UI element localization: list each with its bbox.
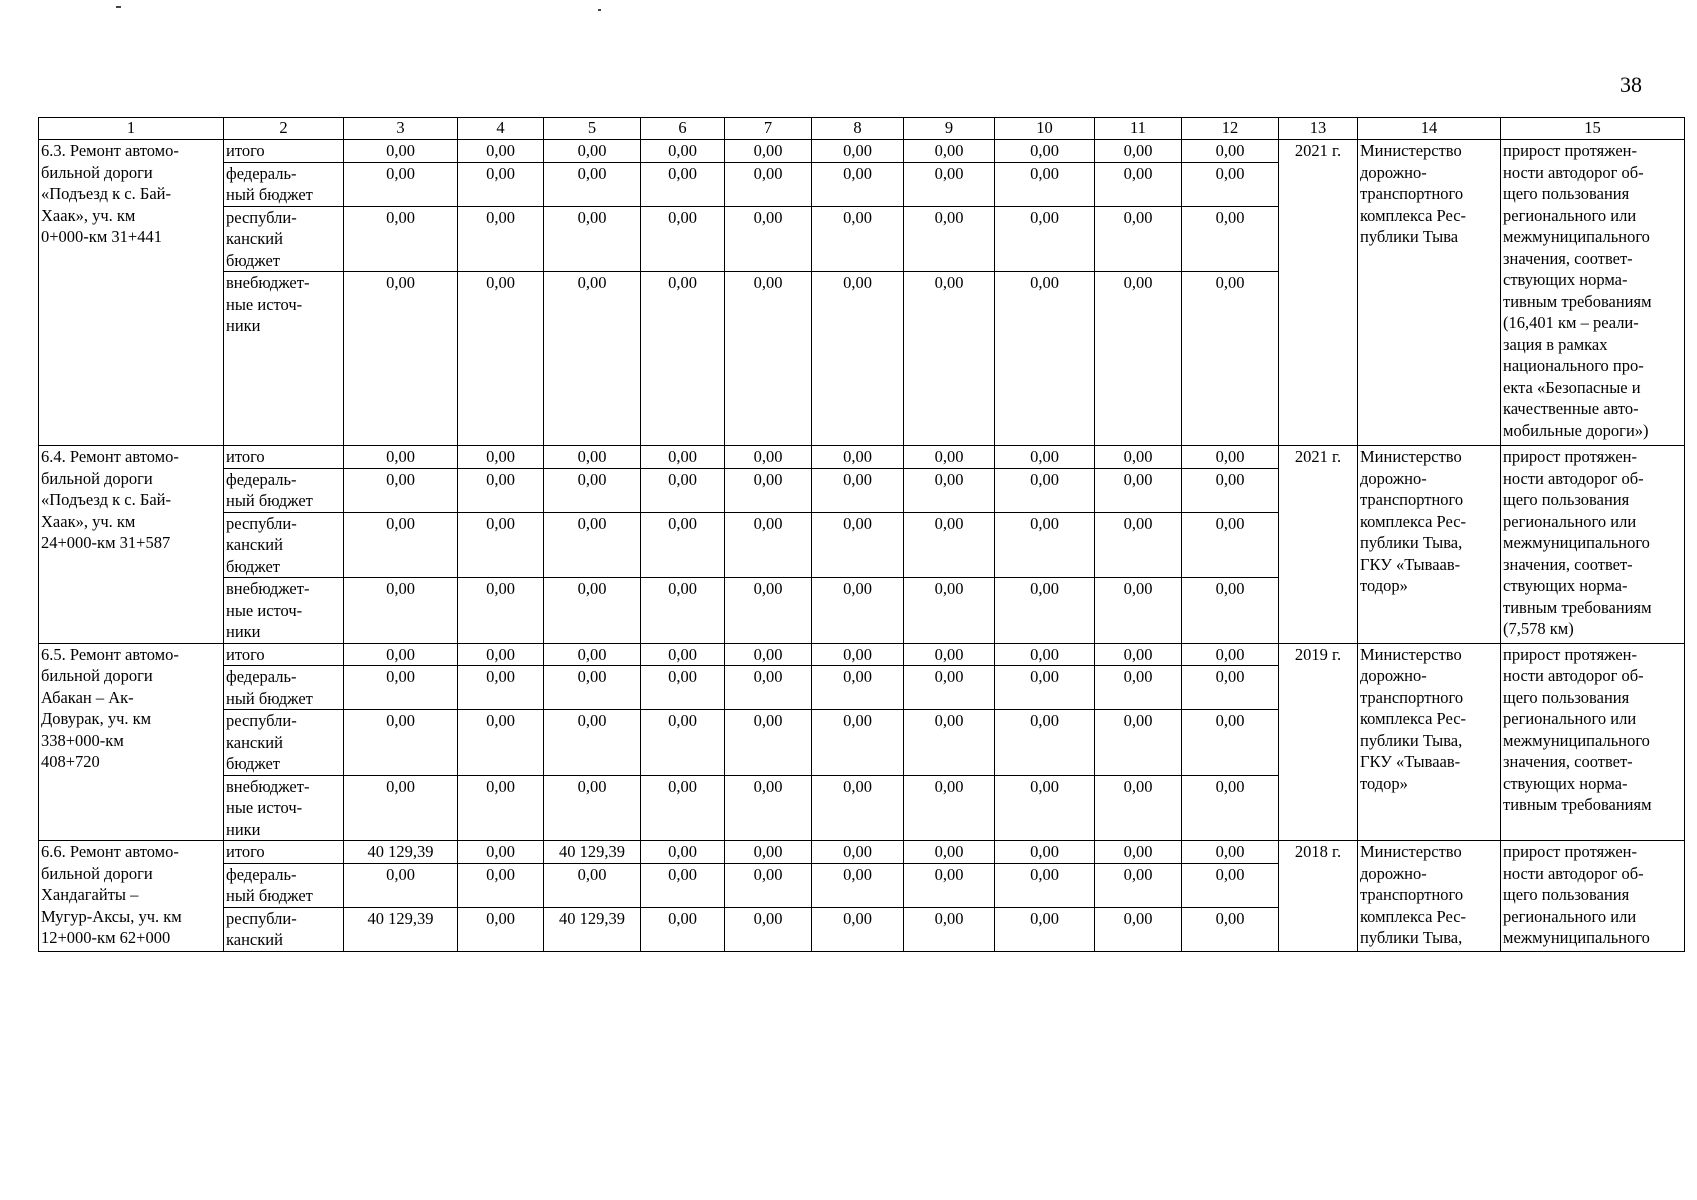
measure-title: 6.3. Ремонт автомо- бильной дороги «Подъезд к с. Бай- Хаак», уч. км 0+000-км 31+441 xyxy=(39,140,224,446)
amount-cell: 0,00 xyxy=(458,512,544,578)
amount-cell: 0,00 xyxy=(1095,512,1182,578)
funding-source: внебюджет- ные источ- ники xyxy=(224,775,344,841)
amount-cell: 0,00 xyxy=(344,643,458,666)
amount-cell: 0,00 xyxy=(1095,140,1182,163)
amount-cell: 0,00 xyxy=(904,206,995,272)
measure-title: 6.4. Ремонт автомо- бильной дороги «Подъезд к с. Бай- Хаак», уч. км 24+000-км 31+587 xyxy=(39,446,224,644)
amount-cell: 0,00 xyxy=(458,162,544,206)
amount-cell: 0,00 xyxy=(641,578,725,644)
executor-cell: Министерство дорожно- транспортного комплекса Рес- публики Тыва, ГКУ «Тываав- тодор» xyxy=(1358,643,1501,841)
amount-cell: 0,00 xyxy=(725,863,812,907)
funding-source: республи- канский xyxy=(224,907,344,951)
amount-cell: 0,00 xyxy=(995,272,1095,446)
column-number: 1 xyxy=(39,118,224,140)
scan-mark xyxy=(598,9,601,11)
amount-cell: 0,00 xyxy=(1182,446,1279,469)
amount-cell: 0,00 xyxy=(641,710,725,776)
funding-source: итого xyxy=(224,643,344,666)
column-number: 3 xyxy=(344,118,458,140)
amount-cell: 0,00 xyxy=(812,710,904,776)
amount-cell: 0,00 xyxy=(725,512,812,578)
amount-cell: 0,00 xyxy=(812,863,904,907)
amount-cell: 0,00 xyxy=(812,140,904,163)
amount-cell: 0,00 xyxy=(641,666,725,710)
amount-cell: 0,00 xyxy=(458,272,544,446)
amount-cell: 0,00 xyxy=(904,162,995,206)
year-cell: 2019 г. xyxy=(1279,643,1358,841)
amount-cell: 0,00 xyxy=(544,446,641,469)
amount-cell: 0,00 xyxy=(725,666,812,710)
amount-cell: 0,00 xyxy=(995,710,1095,776)
amount-cell: 0,00 xyxy=(725,643,812,666)
amount-cell: 0,00 xyxy=(904,512,995,578)
amount-cell: 0,00 xyxy=(995,907,1095,951)
amount-cell: 0,00 xyxy=(641,272,725,446)
amount-cell: 0,00 xyxy=(812,775,904,841)
amount-cell: 0,00 xyxy=(544,710,641,776)
amount-cell: 40 129,39 xyxy=(544,841,641,864)
amount-cell: 0,00 xyxy=(344,446,458,469)
funding-source: внебюджет- ные источ- ники xyxy=(224,272,344,446)
funding-source: республи- канский бюджет xyxy=(224,710,344,776)
funding-source: федераль- ный бюджет xyxy=(224,162,344,206)
amount-cell: 0,00 xyxy=(544,643,641,666)
funding-source: итого xyxy=(224,140,344,163)
amount-cell: 0,00 xyxy=(544,468,641,512)
budget-table xyxy=(38,117,1685,952)
amount-cell: 0,00 xyxy=(904,140,995,163)
amount-cell: 0,00 xyxy=(458,206,544,272)
amount-cell: 0,00 xyxy=(344,162,458,206)
funding-source: итого xyxy=(224,841,344,864)
column-number: 11 xyxy=(1095,118,1182,140)
amount-cell: 0,00 xyxy=(812,162,904,206)
amount-cell: 0,00 xyxy=(904,907,995,951)
amount-cell: 0,00 xyxy=(1182,162,1279,206)
amount-cell: 0,00 xyxy=(1182,841,1279,864)
amount-cell: 0,00 xyxy=(995,643,1095,666)
amount-cell: 0,00 xyxy=(344,512,458,578)
amount-cell: 0,00 xyxy=(1095,446,1182,469)
amount-cell: 0,00 xyxy=(544,578,641,644)
amount-cell: 0,00 xyxy=(904,578,995,644)
amount-cell: 0,00 xyxy=(641,907,725,951)
result-cell: прирост протяжен- ности автодорог об- щего пользования регионального или межмуниципального xyxy=(1501,841,1685,952)
column-number-row xyxy=(39,118,1685,140)
amount-cell: 0,00 xyxy=(904,446,995,469)
amount-cell: 0,00 xyxy=(458,666,544,710)
amount-cell: 0,00 xyxy=(725,162,812,206)
amount-cell: 0,00 xyxy=(1182,863,1279,907)
executor-cell: Министерство дорожно- транспортного комплекса Рес- публики Тыва, ГКУ «Тываав- тодор» xyxy=(1358,446,1501,644)
amount-cell: 0,00 xyxy=(812,907,904,951)
amount-cell: 0,00 xyxy=(995,775,1095,841)
amount-cell: 0,00 xyxy=(1182,272,1279,446)
amount-cell: 0,00 xyxy=(725,272,812,446)
amount-cell: 0,00 xyxy=(344,578,458,644)
amount-cell: 0,00 xyxy=(725,140,812,163)
amount-cell: 0,00 xyxy=(995,578,1095,644)
measure-title: 6.5. Ремонт автомо- бильной дороги Абакан – Ак- Довурак, уч. км 338+000-км 408+720 xyxy=(39,643,224,841)
year-cell: 2021 г. xyxy=(1279,140,1358,446)
amount-cell: 0,00 xyxy=(725,578,812,644)
table-row xyxy=(39,446,1685,469)
amount-cell: 0,00 xyxy=(1182,775,1279,841)
amount-cell: 40 129,39 xyxy=(344,841,458,864)
amount-cell: 0,00 xyxy=(1182,140,1279,163)
amount-cell: 0,00 xyxy=(458,643,544,666)
amount-cell: 0,00 xyxy=(544,666,641,710)
amount-cell: 0,00 xyxy=(1095,775,1182,841)
amount-cell: 0,00 xyxy=(812,206,904,272)
amount-cell: 0,00 xyxy=(544,140,641,163)
measure-title: 6.6. Ремонт автомо- бильной дороги Хандагайты – Мугур-Аксы, уч. км 12+000-км 62+000 xyxy=(39,841,224,952)
amount-cell: 0,00 xyxy=(458,775,544,841)
funding-source: федераль- ный бюджет xyxy=(224,468,344,512)
amount-cell: 0,00 xyxy=(812,578,904,644)
amount-cell: 0,00 xyxy=(725,841,812,864)
amount-cell: 0,00 xyxy=(904,775,995,841)
result-cell: прирост протяжен- ности автодорог об- щего пользования регионального или межмуниципального значения, соответ- ствующих норма- тивным требованиям (7,578 км) xyxy=(1501,446,1685,644)
amount-cell: 0,00 xyxy=(904,710,995,776)
amount-cell: 0,00 xyxy=(1182,206,1279,272)
funding-source: республи- канский бюджет xyxy=(224,206,344,272)
amount-cell: 0,00 xyxy=(544,206,641,272)
amount-cell: 0,00 xyxy=(1182,710,1279,776)
amount-cell: 0,00 xyxy=(995,446,1095,469)
amount-cell: 0,00 xyxy=(904,272,995,446)
amount-cell: 0,00 xyxy=(641,863,725,907)
amount-cell: 0,00 xyxy=(812,272,904,446)
amount-cell: 0,00 xyxy=(458,863,544,907)
amount-cell: 0,00 xyxy=(458,446,544,469)
amount-cell: 0,00 xyxy=(544,512,641,578)
table-row xyxy=(39,841,1685,864)
amount-cell: 0,00 xyxy=(995,666,1095,710)
scan-mark xyxy=(116,6,121,8)
amount-cell: 40 129,39 xyxy=(344,907,458,951)
funding-source: итого xyxy=(224,446,344,469)
amount-cell: 0,00 xyxy=(1095,162,1182,206)
funding-source: федераль- ный бюджет xyxy=(224,863,344,907)
amount-cell: 0,00 xyxy=(995,162,1095,206)
column-number: 6 xyxy=(641,118,725,140)
amount-cell: 0,00 xyxy=(641,140,725,163)
amount-cell: 0,00 xyxy=(904,643,995,666)
column-number: 4 xyxy=(458,118,544,140)
year-cell: 2021 г. xyxy=(1279,446,1358,644)
amount-cell: 0,00 xyxy=(641,643,725,666)
table-row xyxy=(39,643,1685,666)
amount-cell: 0,00 xyxy=(995,841,1095,864)
amount-cell: 0,00 xyxy=(725,446,812,469)
amount-cell: 40 129,39 xyxy=(544,907,641,951)
column-number: 12 xyxy=(1182,118,1279,140)
table-body xyxy=(39,118,1685,952)
column-number: 2 xyxy=(224,118,344,140)
amount-cell: 0,00 xyxy=(904,863,995,907)
amount-cell: 0,00 xyxy=(812,468,904,512)
amount-cell: 0,00 xyxy=(344,272,458,446)
amount-cell: 0,00 xyxy=(641,446,725,469)
result-cell: прирост протяжен- ности автодорог об- щего пользования регионального или межмуниципального значения, соответ- ствующих норма- тивным требованиям xyxy=(1501,643,1685,841)
amount-cell: 0,00 xyxy=(812,512,904,578)
amount-cell: 0,00 xyxy=(1095,841,1182,864)
amount-cell: 0,00 xyxy=(1095,863,1182,907)
column-number: 10 xyxy=(995,118,1095,140)
amount-cell: 0,00 xyxy=(641,841,725,864)
amount-cell: 0,00 xyxy=(344,468,458,512)
column-number: 9 xyxy=(904,118,995,140)
amount-cell: 0,00 xyxy=(904,841,995,864)
amount-cell: 0,00 xyxy=(641,206,725,272)
funding-source: республи- канский бюджет xyxy=(224,512,344,578)
amount-cell: 0,00 xyxy=(995,206,1095,272)
column-number: 13 xyxy=(1279,118,1358,140)
amount-cell: 0,00 xyxy=(544,863,641,907)
amount-cell: 0,00 xyxy=(544,162,641,206)
amount-cell: 0,00 xyxy=(812,841,904,864)
amount-cell: 0,00 xyxy=(1095,468,1182,512)
amount-cell: 0,00 xyxy=(344,863,458,907)
amount-cell: 0,00 xyxy=(1095,578,1182,644)
amount-cell: 0,00 xyxy=(641,468,725,512)
amount-cell: 0,00 xyxy=(1182,643,1279,666)
funding-source: внебюджет- ные источ- ники xyxy=(224,578,344,644)
amount-cell: 0,00 xyxy=(641,162,725,206)
column-number: 15 xyxy=(1501,118,1685,140)
amount-cell: 0,00 xyxy=(344,775,458,841)
amount-cell: 0,00 xyxy=(641,512,725,578)
column-number: 5 xyxy=(544,118,641,140)
amount-cell: 0,00 xyxy=(458,578,544,644)
amount-cell: 0,00 xyxy=(725,468,812,512)
amount-cell: 0,00 xyxy=(725,907,812,951)
page-number: 38 xyxy=(1620,72,1642,97)
amount-cell: 0,00 xyxy=(1182,468,1279,512)
amount-cell: 0,00 xyxy=(458,710,544,776)
amount-cell: 0,00 xyxy=(344,140,458,163)
amount-cell: 0,00 xyxy=(1095,206,1182,272)
amount-cell: 0,00 xyxy=(904,468,995,512)
amount-cell: 0,00 xyxy=(1182,512,1279,578)
column-number: 7 xyxy=(725,118,812,140)
amount-cell: 0,00 xyxy=(725,710,812,776)
amount-cell: 0,00 xyxy=(344,666,458,710)
amount-cell: 0,00 xyxy=(995,468,1095,512)
amount-cell: 0,00 xyxy=(1182,578,1279,644)
amount-cell: 0,00 xyxy=(1182,666,1279,710)
amount-cell: 0,00 xyxy=(458,468,544,512)
year-cell: 2018 г. xyxy=(1279,841,1358,952)
amount-cell: 0,00 xyxy=(641,775,725,841)
amount-cell: 0,00 xyxy=(725,775,812,841)
amount-cell: 0,00 xyxy=(812,446,904,469)
amount-cell: 0,00 xyxy=(1095,666,1182,710)
result-cell: прирост протяжен- ности автодорог об- щего пользования регионального или межмуниципального значения, соответ- ствующих норма- тивным требованиям (16,401 км – реали- зация в рамках национального про- екта «Безопасные и качественные авто- мобильные дороги») xyxy=(1501,140,1685,446)
executor-cell: Министерство дорожно- транспортного комплекса Рес- публики Тыва, xyxy=(1358,841,1501,952)
amount-cell: 0,00 xyxy=(812,666,904,710)
amount-cell: 0,00 xyxy=(725,206,812,272)
amount-cell: 0,00 xyxy=(995,140,1095,163)
amount-cell: 0,00 xyxy=(995,863,1095,907)
funding-source: федераль- ный бюджет xyxy=(224,666,344,710)
amount-cell: 0,00 xyxy=(904,666,995,710)
amount-cell: 0,00 xyxy=(1095,643,1182,666)
amount-cell: 0,00 xyxy=(544,775,641,841)
column-number: 8 xyxy=(812,118,904,140)
amount-cell: 0,00 xyxy=(1095,907,1182,951)
amount-cell: 0,00 xyxy=(1095,272,1182,446)
table-row xyxy=(39,140,1685,163)
executor-cell: Министерство дорожно- транспортного комплекса Рес- публики Тыва xyxy=(1358,140,1501,446)
column-number: 14 xyxy=(1358,118,1501,140)
amount-cell: 0,00 xyxy=(812,643,904,666)
amount-cell: 0,00 xyxy=(1095,710,1182,776)
amount-cell: 0,00 xyxy=(458,140,544,163)
amount-cell: 0,00 xyxy=(995,512,1095,578)
amount-cell: 0,00 xyxy=(344,710,458,776)
amount-cell: 0,00 xyxy=(458,907,544,951)
amount-cell: 0,00 xyxy=(544,272,641,446)
amount-cell: 0,00 xyxy=(458,841,544,864)
amount-cell: 0,00 xyxy=(1182,907,1279,951)
amount-cell: 0,00 xyxy=(344,206,458,272)
